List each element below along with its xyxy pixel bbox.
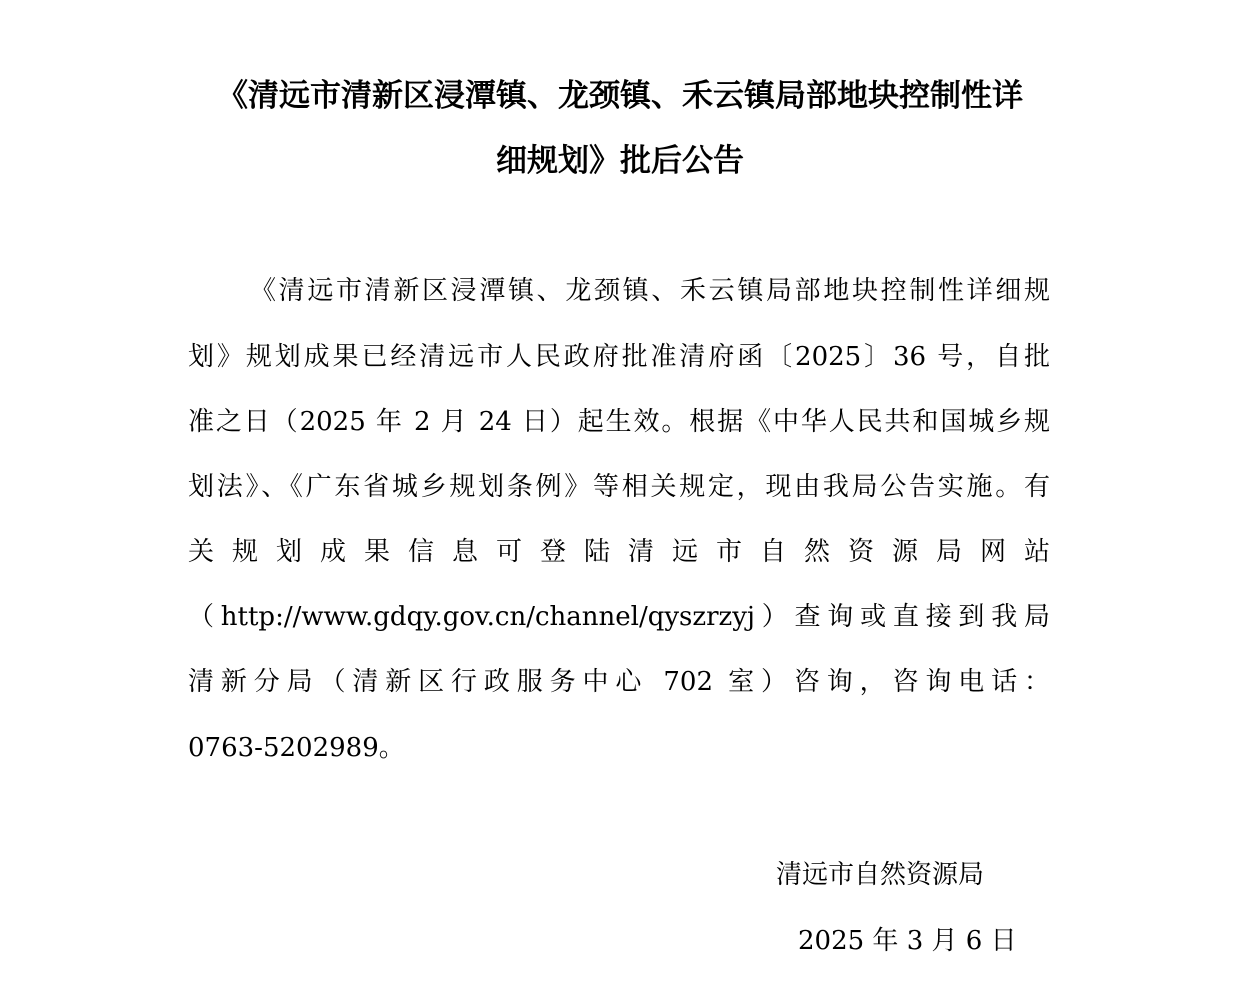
signature-date: 2025 年 3 月 6 日 [798,926,1017,956]
page-title-line-2: 细规划》批后公告 [496,143,744,179]
body-line-1: 《清远市清新区浸潭镇、龙颈镇、禾云镇局部地块控制性详细规 [250,276,1050,306]
page-title-line-1: 《清远市清新区浸潭镇、龙颈镇、禾云镇局部地块控制性详 [217,78,1023,114]
body-line-3: 准之日（2025 年 2 月 24 日）起生效。根据《中华人民共和国城乡规 [188,407,1050,437]
body-line-4: 划法》、《广东省城乡规划条例》等相关规定，现由我局公告实施。有 [188,472,1050,502]
body-line-7: 清新分局（清新区行政服务中心 702 室）咨询，咨询电话： [188,667,1050,697]
body-line-8: 0763-5202989。 [188,733,405,763]
body-line-5: 关规划成果信息可登陆清远市自然资源局网站 [188,537,1050,567]
body-line-2: 划》规划成果已经清远市人民政府批准清府函〔2025〕36 号，自批 [188,342,1050,372]
signature-organization: 清远市自然资源局 [776,860,985,890]
body-line-6: （http://www.gdqy.gov.cn/channel/qyszrzyj）查询或直接到我局 [188,602,1050,632]
